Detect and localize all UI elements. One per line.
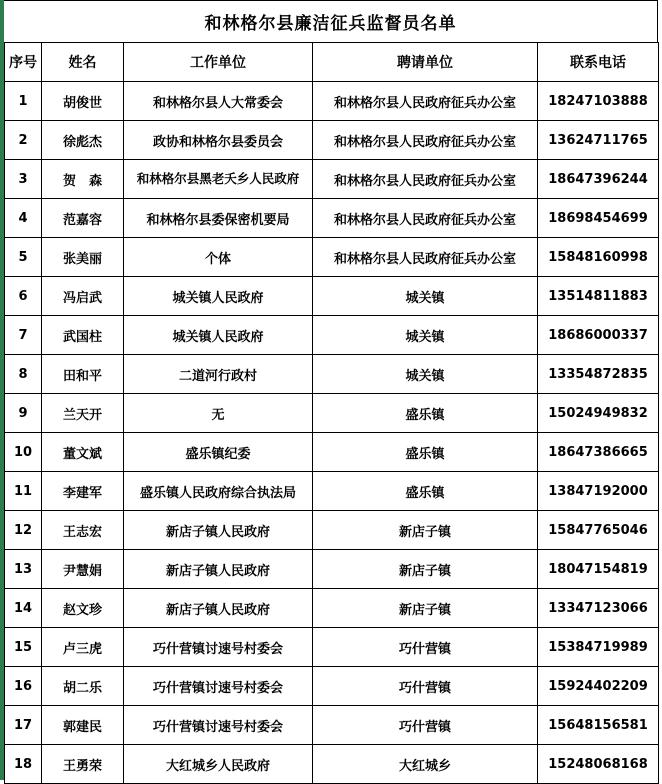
table-row	[5, 316, 659, 355]
cell-work-unit[interactable]: 城关镇人民政府	[124, 316, 313, 355]
cell-index[interactable]: 11	[5, 472, 42, 511]
cell-work-unit[interactable]: 巧什营镇讨速号村委会	[124, 706, 313, 745]
table-row	[5, 160, 659, 199]
table-row	[5, 238, 659, 277]
cell-hiring-unit[interactable]: 大红城乡	[313, 745, 538, 784]
cell-index[interactable]: 3	[5, 160, 42, 199]
table-row	[5, 511, 659, 550]
table-row	[5, 121, 659, 160]
table-row	[5, 472, 659, 511]
table-row	[5, 82, 659, 121]
cell-hiring-unit[interactable]: 城关镇	[313, 316, 538, 355]
cell-name[interactable]: 王勇荣	[42, 745, 124, 784]
cell-index[interactable]: 1	[5, 82, 42, 121]
cell-work-unit[interactable]: 新店子镇人民政府	[124, 589, 313, 628]
header-work-unit[interactable]: 工作单位	[124, 43, 313, 82]
table-row	[5, 667, 659, 706]
cell-hiring-unit[interactable]: 和林格尔县人民政府征兵办公室	[313, 121, 538, 160]
header-index[interactable]: 序号	[5, 43, 42, 82]
cell-work-unit[interactable]: 政协和林格尔县委员会	[124, 121, 313, 160]
cell-work-unit[interactable]: 大红城乡人民政府	[124, 745, 313, 784]
table-row	[5, 277, 659, 316]
cell-phone[interactable]: 13354872835	[538, 355, 659, 394]
cell-phone[interactable]: 15924402209	[538, 667, 659, 706]
cell-index[interactable]: 14	[5, 589, 42, 628]
cell-work-unit[interactable]: 和林格尔县人大常委会	[124, 82, 313, 121]
table-body	[5, 82, 659, 784]
cell-phone[interactable]: 18247103888	[538, 82, 659, 121]
cell-phone[interactable]: 15648156581	[538, 706, 659, 745]
cell-index[interactable]: 9	[5, 394, 42, 433]
cell-name[interactable]: 胡二乐	[42, 667, 124, 706]
cell-hiring-unit[interactable]: 和林格尔县人民政府征兵办公室	[313, 160, 538, 199]
cell-phone[interactable]: 15024949832	[538, 394, 659, 433]
cell-work-unit[interactable]: 新店子镇人民政府	[124, 511, 313, 550]
cell-phone[interactable]: 18647396244	[538, 160, 659, 199]
cell-name[interactable]: 贺 森	[42, 160, 124, 199]
cell-phone[interactable]: 18686000337	[538, 316, 659, 355]
cell-name[interactable]: 胡俊世	[42, 82, 124, 121]
cell-work-unit[interactable]: 城关镇人民政府	[124, 277, 313, 316]
cell-phone[interactable]: 18647386665	[538, 433, 659, 472]
cell-index[interactable]: 10	[5, 433, 42, 472]
cell-index[interactable]: 2	[5, 121, 42, 160]
table-row	[5, 745, 659, 784]
cell-hiring-unit[interactable]: 新店子镇	[313, 589, 538, 628]
cell-hiring-unit[interactable]: 巧什营镇	[313, 667, 538, 706]
table-row	[5, 433, 659, 472]
table-row	[5, 628, 659, 667]
table-row	[5, 355, 659, 394]
header-name[interactable]: 姓名	[42, 43, 124, 82]
cell-phone[interactable]: 18047154819	[538, 550, 659, 589]
table-row	[5, 550, 659, 589]
cell-hiring-unit[interactable]: 和林格尔县人民政府征兵办公室	[313, 238, 538, 277]
cell-name[interactable]: 徐彪杰	[42, 121, 124, 160]
cell-name[interactable]: 赵文珍	[42, 589, 124, 628]
cell-name[interactable]: 范嘉容	[42, 199, 124, 238]
cell-name[interactable]: 董文斌	[42, 433, 124, 472]
cell-name[interactable]: 郭建民	[42, 706, 124, 745]
cell-hiring-unit[interactable]: 城关镇	[313, 355, 538, 394]
cell-phone[interactable]: 15847765046	[538, 511, 659, 550]
cell-index[interactable]: 16	[5, 667, 42, 706]
cell-name[interactable]: 冯启武	[42, 277, 124, 316]
cell-hiring-unit[interactable]: 盛乐镇	[313, 433, 538, 472]
cell-index[interactable]: 17	[5, 706, 42, 745]
cell-index[interactable]: 18	[5, 745, 42, 784]
cell-name[interactable]: 王志宏	[42, 511, 124, 550]
cell-hiring-unit[interactable]: 盛乐镇	[313, 394, 538, 433]
cell-hiring-unit[interactable]: 盛乐镇	[313, 472, 538, 511]
cell-phone[interactable]: 15848160998	[538, 238, 659, 277]
cell-phone[interactable]: 15384719989	[538, 628, 659, 667]
cell-name[interactable]: 张美丽	[42, 238, 124, 277]
supervisor-table	[4, 42, 659, 784]
table-row	[5, 199, 659, 238]
table-row	[5, 589, 659, 628]
cell-index[interactable]: 5	[5, 238, 42, 277]
cell-index[interactable]: 8	[5, 355, 42, 394]
cell-work-unit[interactable]: 和林格尔县委保密机要局	[124, 199, 313, 238]
cell-hiring-unit[interactable]: 城关镇	[313, 277, 538, 316]
header-phone[interactable]: 联系电话	[538, 43, 659, 82]
cell-hiring-unit[interactable]: 巧什营镇	[313, 706, 538, 745]
cell-work-unit[interactable]: 二道河行政村	[124, 355, 313, 394]
cell-work-unit[interactable]: 新店子镇人民政府	[124, 550, 313, 589]
cell-index[interactable]: 12	[5, 511, 42, 550]
table-row	[5, 394, 659, 433]
cell-name[interactable]: 卢三虎	[42, 628, 124, 667]
cell-work-unit[interactable]: 盛乐镇人民政府综合执法局	[124, 472, 313, 511]
cell-index[interactable]: 7	[5, 316, 42, 355]
cell-work-unit[interactable]: 盛乐镇纪委	[124, 433, 313, 472]
cell-name[interactable]: 尹慧娟	[42, 550, 124, 589]
cell-work-unit[interactable]: 巧什营镇讨速号村委会	[124, 667, 313, 706]
cell-hiring-unit[interactable]: 和林格尔县人民政府征兵办公室	[313, 199, 538, 238]
cell-phone[interactable]: 13624711765	[538, 121, 659, 160]
cell-phone[interactable]: 18698454699	[538, 199, 659, 238]
header-hiring-unit[interactable]: 聘请单位	[313, 43, 538, 82]
cell-phone[interactable]: 13514811883	[538, 277, 659, 316]
cell-name[interactable]: 田和平	[42, 355, 124, 394]
cell-hiring-unit[interactable]: 新店子镇	[313, 550, 538, 589]
cell-index[interactable]: 13	[5, 550, 42, 589]
cell-phone[interactable]: 15248068168	[538, 745, 659, 784]
cell-name[interactable]: 武国柱	[42, 316, 124, 355]
cell-hiring-unit[interactable]: 巧什营镇	[313, 628, 538, 667]
cell-work-unit[interactable]: 个体	[124, 238, 313, 277]
header-row	[5, 43, 659, 82]
cell-hiring-unit[interactable]: 新店子镇	[313, 511, 538, 550]
cell-index[interactable]: 15	[5, 628, 42, 667]
sheet-title[interactable]: 和林格尔县廉洁征兵监督员名单	[4, 0, 658, 42]
cell-work-unit[interactable]: 无	[124, 394, 313, 433]
cell-work-unit[interactable]: 和林格尔县黑老夭乡人民政府	[124, 160, 313, 199]
cell-name[interactable]: 兰天开	[42, 394, 124, 433]
table-row	[5, 706, 659, 745]
cell-work-unit[interactable]: 巧什营镇讨速号村委会	[124, 628, 313, 667]
cell-index[interactable]: 6	[5, 277, 42, 316]
cell-hiring-unit[interactable]: 和林格尔县人民政府征兵办公室	[313, 82, 538, 121]
cell-name[interactable]: 李建军	[42, 472, 124, 511]
cell-phone[interactable]: 13847192000	[538, 472, 659, 511]
cell-phone[interactable]: 13347123066	[538, 589, 659, 628]
cell-index[interactable]: 4	[5, 199, 42, 238]
